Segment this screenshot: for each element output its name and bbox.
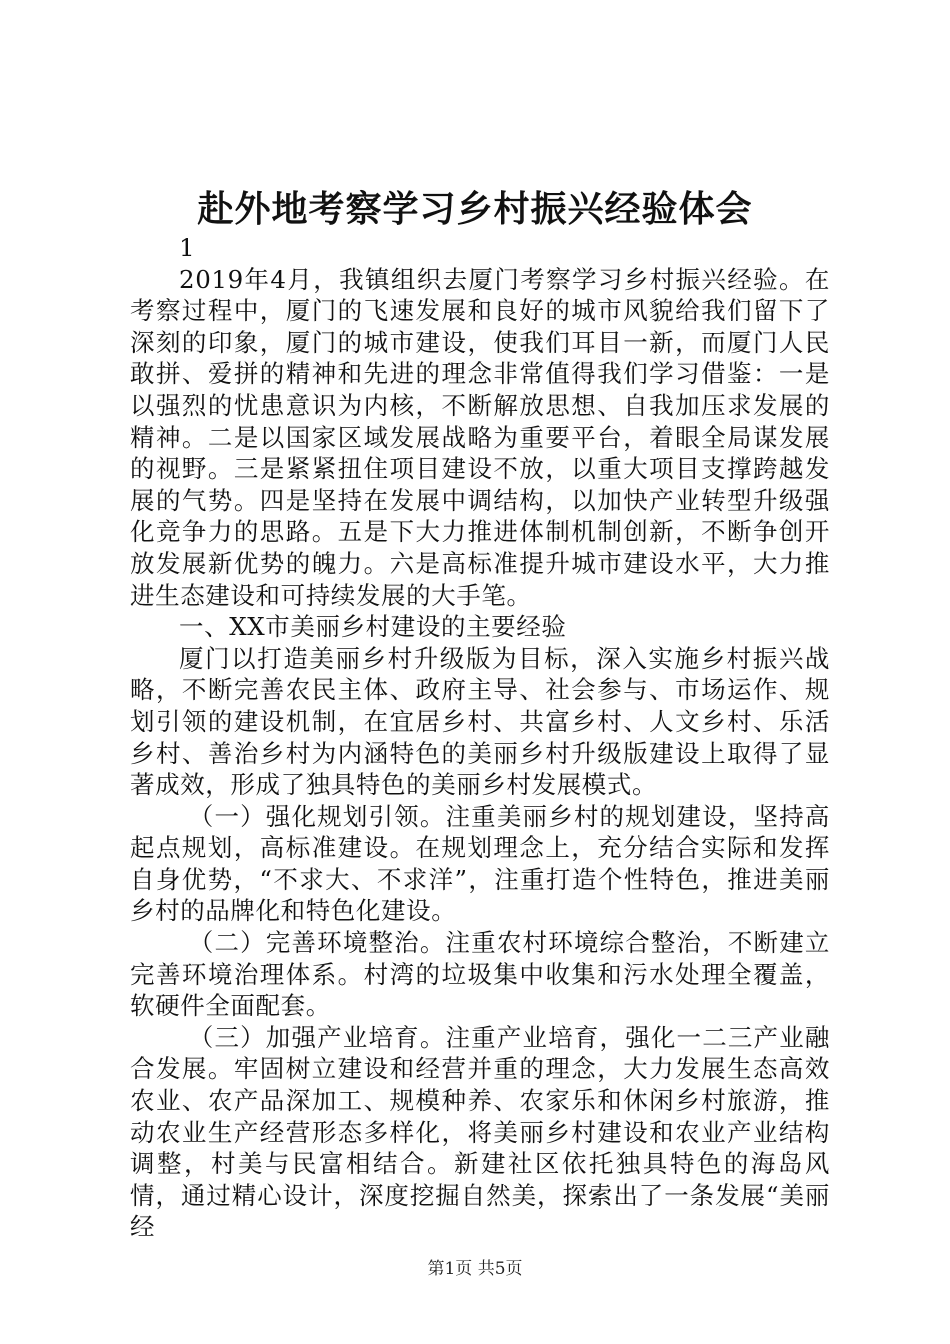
paragraph-industry: （三）加强产业培育。注重产业培育，强化一二三产业融合发展。牢固树立建设和经营并重的理念，大力发展生态高效农业、农产品深加工、规模种养、农家乐和休闲乡村旅游，推动农业生产经营形态多样化，将美丽乡村建设和农业产业结构调整，村美与民富相结合。新建社区依托独具特色的海岛风情，通过精心设计，深度挖掘自然美，探索出了一条发展“美丽经	[130, 1022, 830, 1242]
paragraph-number: 1	[179, 233, 196, 262]
document-title: 赴外地考察学习乡村振兴经验体会	[197, 188, 753, 230]
paragraph-planning: （一）强化规划引领。注重美丽乡村的规划建设，坚持高起点规划，高标准建设。在规划理念上，充分结合实际和发挥自身优势，“不求大、不求洋”，注重打造个性特色，推进美丽乡村的品牌化和特色化建设。	[130, 801, 830, 926]
document-body	[130, 232, 830, 1243]
paragraph-overview: 厦门以打造美丽乡村升级版为目标，深入实施乡村振兴战略，不断完善农民主体、政府主导、社会参与、市场运作、规划引领的建设机制，在宜居乡村、共富乡村、人文乡村、乐活乡村、善治乡村为内涵特色的美丽乡村升级版建设上取得了显著成效，形成了独具特色的美丽乡村发展模式。	[130, 643, 830, 800]
paragraph-environment: （二）完善环境整治。注重农村环境综合整治，不断建立完善环境治理体系。村湾的垃圾集中收集和污水处理全覆盖，软硬件全面配套。	[130, 928, 830, 1021]
page-footer: 第1页 共5页	[427, 1259, 523, 1279]
paragraph-intro: 2019年4月，我镇组织去厦门考察学习乡村振兴经验。在考察过程中，厦门的飞速发展和良好的城市风貌给我们留下了深刻的印象，厦门的城市建设，使我们耳目一新，而厦门人民敢拼、爱拼的精神和先进的理念非常值得我们学习借鉴：一是以强烈的忧患意识为内核，不断解放思想、自我加压求发展的精神。二是以国家区域发展战略为重要平台，着眼全局谋发展的视野。三是紧紧扭住项目建设不放，以重大项目支撑跨越发展的气势。四是坚持在发展中调结构，以加快产业转型升级强化竞争力的思路。五是下大力推进体制机制创新，不断争创开放发展新优势的魄力。六是高标准提升城市建设水平，大力推进生态建设和可持续发展的大手笔。	[130, 264, 830, 610]
section-heading: 一、XX市美丽乡村建设的主要经验	[179, 612, 567, 642]
